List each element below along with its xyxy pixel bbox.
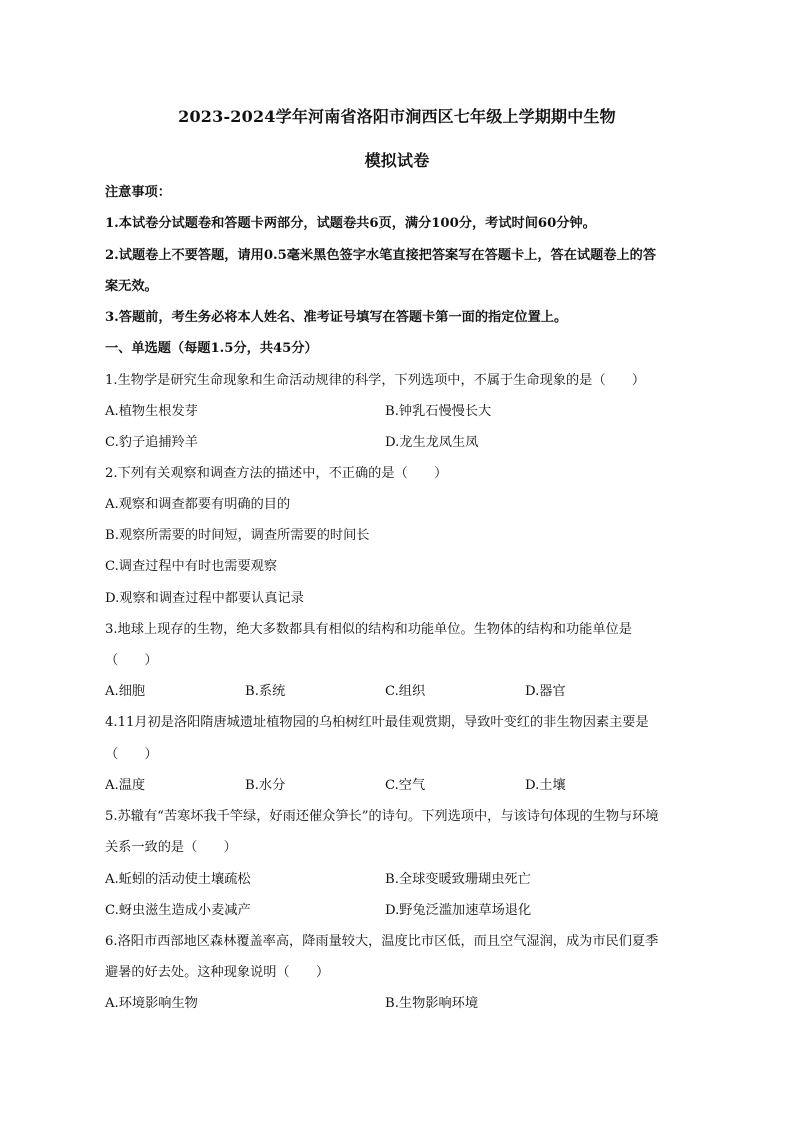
question-3-stem-line1: 3.地球上现存的生物，绝大多数都具有相似的结构和功能单位。生物体的结构和功能单位是 (105, 622, 632, 637)
question-2-option-d: D.观察和调查过程中都要认真记录 (105, 591, 304, 606)
question-5-option-c: C.蚜虫滋生造成小麦减产 (105, 903, 251, 918)
question-5-option-a: A.蚯蚓的活动使土壤疏松 (105, 872, 251, 887)
notes-item-1: 1.本试卷分试题卷和答题卡两部分，试题卷共6页，满分100分，考试时间60分钟。 (105, 216, 596, 231)
question-1-option-b: B.钟乳石慢慢长大 (385, 404, 492, 419)
notes-item-2-line1: 2.试题卷上不要答题，请用0.5毫米黑色签字水笔直接把答案写在答题卡上，答在试题卷上的答 (105, 248, 657, 263)
question-4-option-d: D.土壤 (525, 778, 566, 793)
section-heading: 一、单选题（每题1.5分，共45分） (105, 341, 318, 356)
question-2-stem: 2.下列有关观察和调查方法的描述中，不正确的是（ ） (105, 466, 448, 481)
question-1-option-c: C.豹子追捕羚羊 (105, 435, 198, 450)
exam-title-line2: 模拟试卷 (364, 151, 430, 170)
question-3-option-d: D.器官 (525, 684, 566, 699)
question-5-option-b: B.全球变暖致珊瑚虫死亡 (385, 872, 531, 887)
question-4-option-c: C.空气 (385, 778, 426, 793)
question-1-option-a: A.植物生根发芽 (105, 404, 198, 419)
question-3-option-b: B.系统 (245, 684, 286, 699)
question-4-stem-line2: （ ） (105, 747, 158, 762)
question-6-stem-line2: 避暑的好去处。这种现象说明（ ） (105, 965, 330, 980)
notes-item-2-line2: 案无效。 (105, 279, 158, 294)
exam-title-line1: 2023-2024学年河南省洛阳市涧西区七年级上学期期中生物 (178, 107, 616, 126)
question-6-option-a: A.环境影响生物 (105, 996, 198, 1011)
question-4-option-a: A.温度 (105, 778, 146, 793)
question-6-option-b: B.生物影响环境 (385, 996, 479, 1011)
question-5-stem-line2: 关系一致的是（ ） (105, 840, 237, 855)
question-2-option-c: C.调查过程中有时也需要观察 (105, 559, 278, 574)
notes-heading: 注意事项： (105, 185, 171, 200)
question-6-stem-line1: 6.洛阳市西部地区森林覆盖率高，降雨量较大，温度比市区低，而且空气湿润，成为市民们夏季 (105, 934, 659, 949)
question-3-option-a: A.细胞 (105, 684, 146, 699)
question-4-stem-line1: 4.11月初是洛阳隋唐城遗址植物园的乌桕树红叶最佳观赏期，导致叶变红的非生物因素主要是 (105, 715, 649, 730)
question-4-option-b: B.水分 (245, 778, 286, 793)
question-5-option-d: D.野兔泛滥加速草场退化 (385, 903, 532, 918)
question-5-stem-line1: 5.苏辙有“苦寒坏我千竿绿，好雨还催众笋长”的诗句。下列选项中，与该诗句体现的生物与环境 (105, 809, 659, 824)
question-2-option-a: A.观察和调查都要有明确的目的 (105, 497, 291, 512)
notes-item-3: 3.答题前，考生务必将本人姓名、准考证号填写在答题卡第一面的指定位置上。 (105, 310, 568, 325)
question-2-option-b: B.观察所需要的时间短，调查所需要的时间长 (105, 528, 370, 543)
question-1-stem: 1.生物学是研究生命现象和生命活动规律的科学，下列选项中，不属于生命现象的是（ ） (105, 373, 646, 388)
question-1-option-d: D.龙生龙凤生凤 (385, 435, 479, 450)
question-3-option-c: C.组织 (385, 684, 426, 699)
question-3-stem-line2: （ ） (105, 653, 158, 668)
